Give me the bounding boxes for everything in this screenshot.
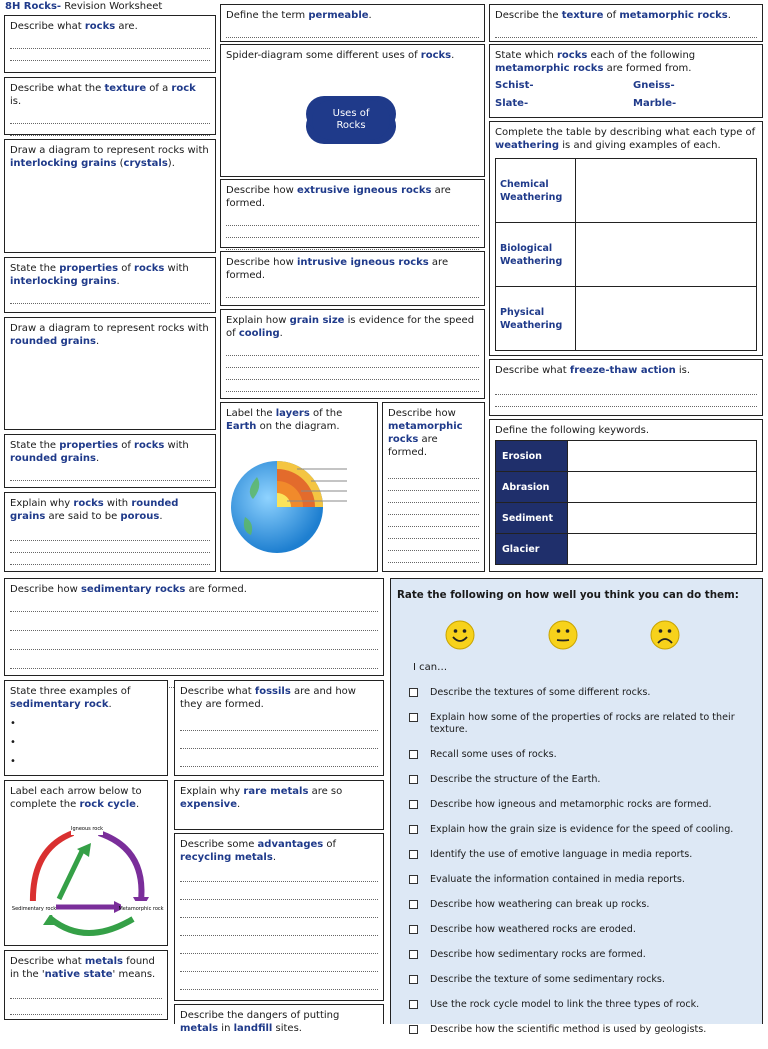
kw-erosion: Erosion: [496, 441, 568, 472]
rating-item[interactable]: Describe how weathered rocks are eroded.: [409, 924, 754, 936]
bullet-3: •: [10, 756, 16, 767]
question-rounded-properties: State the properties of rocks with rounded grains.: [4, 434, 216, 488]
checkbox[interactable]: [409, 1000, 418, 1009]
def-sediment[interactable]: [568, 503, 757, 534]
row-biological: Biological Weathering: [496, 223, 576, 287]
rating-item[interactable]: Describe the textures of some different rocks.: [409, 687, 754, 699]
row-physical: Physical Weathering: [496, 287, 576, 351]
rock-cycle-diagram: [11, 819, 164, 947]
keywords-box: Define the following keywords. Erosion Abrasion Sediment Glacier: [489, 419, 763, 572]
checkbox[interactable]: [409, 800, 418, 809]
question-metamorphic-origins: State which rocks each of the following metamorphic rocks are formed from. Schist- Gneiss- Slate- Marble-: [489, 44, 763, 118]
item-schist: Schist-: [495, 80, 534, 91]
item-marble: Marble-: [633, 98, 677, 109]
rating-item[interactable]: Evaluate the information contained in media reports.: [409, 874, 754, 886]
uses-of-rocks-cloud: Uses of Rocks: [312, 100, 390, 140]
kw-sediment: Sediment: [496, 503, 568, 534]
diagram-interlocking-grains: Draw a diagram to represent rocks with interlocking grains (crystals).: [4, 139, 216, 253]
rating-item[interactable]: Describe the structure of the Earth.: [409, 774, 754, 786]
cell-chemical[interactable]: [576, 159, 757, 223]
question-grain-size: Explain how grain size is evidence for the speed of cooling.: [220, 309, 485, 399]
worksheet-title: 8H Rocks- Revision Worksheet: [5, 1, 163, 12]
earth-layers-diagram: Label the layers of the Earth on the diagram.: [220, 402, 378, 572]
rating-item[interactable]: Describe how weathering can break up rocks.: [409, 899, 754, 911]
question-what-are-rocks: Describe what rocks are.: [4, 15, 216, 73]
rating-item[interactable]: Identify the use of emotive language in media reports.: [409, 849, 754, 861]
question-metamorphic-formed: Describe how metamorphic rocks are formed.: [382, 402, 485, 572]
rock-cycle-box: Label each arrow below to complete the rock cycle. Igneous rock Sedimentary rock Metamorphic rock: [4, 780, 168, 946]
weathering-table-box: Complete the table by describing what each type of weathering is and giving examples of each. Chemical Weathering Biological Weathering Physical Weathering: [489, 121, 763, 356]
spider-diagram-uses: Spider-diagram some different uses of rocks. Uses of Rocks: [220, 44, 485, 177]
question-interlocking-properties: State the properties of rocks with interlocking grains.: [4, 257, 216, 313]
neutral-face-icon: [548, 620, 578, 650]
checkbox[interactable]: [409, 775, 418, 784]
bullet-1: •: [10, 718, 16, 729]
checkbox[interactable]: [409, 850, 418, 859]
question-landfill: Describe the dangers of putting metals in landfill sites.: [174, 1004, 384, 1024]
def-abrasion[interactable]: [568, 472, 757, 503]
question-rock-texture: Describe what the texture of a rock is.: [4, 77, 216, 135]
cell-biological[interactable]: [576, 223, 757, 287]
question-metamorphic-texture: Describe the texture of metamorphic rocks.: [489, 4, 763, 42]
rating-item[interactable]: Use the rock cycle model to link the three types of rock.: [409, 999, 754, 1011]
question-native-state: Describe what metals found in the 'native state' means.: [4, 950, 168, 1020]
row-chemical: Chemical Weathering: [496, 159, 576, 223]
cell-physical[interactable]: [576, 287, 757, 351]
def-glacier[interactable]: [568, 534, 757, 565]
node-igneous: Igneous rock: [71, 826, 103, 832]
checkbox[interactable]: [409, 750, 418, 759]
checkbox[interactable]: [409, 825, 418, 834]
keywords-table: [495, 440, 757, 565]
node-metamorphic: Metamorphic rock: [118, 906, 164, 912]
sad-face-icon: [650, 620, 680, 650]
rating-item[interactable]: Describe how igneous and metamorphic rocks are formed.: [409, 799, 754, 811]
checkbox[interactable]: [409, 950, 418, 959]
happy-face-icon: [445, 620, 475, 650]
diagram-rounded-grains: Draw a diagram to represent rocks with rounded grains.: [4, 317, 216, 430]
question-extrusive: Describe how extrusive igneous rocks are formed.: [220, 179, 485, 248]
i-can-label: I can…: [413, 662, 448, 673]
checkbox[interactable]: [409, 925, 418, 934]
checkbox[interactable]: [409, 975, 418, 984]
bullet-2: •: [10, 737, 16, 748]
checkbox[interactable]: [409, 1025, 418, 1034]
question-sedimentary-formed: Describe how sedimentary rocks are formed.: [4, 578, 384, 676]
question-permeable: Define the term permeable.: [220, 4, 485, 42]
item-slate: Slate-: [495, 98, 529, 109]
def-erosion[interactable]: [568, 441, 757, 472]
rating-item[interactable]: Describe how sedimentary rocks are formed.: [409, 949, 754, 961]
question-freeze-thaw: Describe what freeze-thaw action is.: [489, 359, 763, 416]
kw-abrasion: Abrasion: [496, 472, 568, 503]
rating-heading: Rate the following on how well you think you can do them:: [397, 589, 739, 601]
checkbox[interactable]: [409, 713, 418, 722]
checkbox[interactable]: [409, 875, 418, 884]
kw-glacier: Glacier: [496, 534, 568, 565]
question-sedimentary-examples: State three examples of sedimentary rock. • • •: [4, 680, 168, 776]
rating-item[interactable]: Explain how the grain size is evidence for the speed of cooling.: [409, 824, 754, 836]
checkbox[interactable]: [409, 900, 418, 909]
item-gneiss: Gneiss-: [633, 80, 675, 91]
question-fossils: Describe what fossils are and how they are formed.: [174, 680, 384, 776]
question-porous: Explain why rocks with rounded grains are said to be porous.: [4, 492, 216, 572]
earth-cross-section-icon: [227, 457, 375, 567]
rating-item[interactable]: Recall some uses of rocks.: [409, 749, 754, 761]
question-rare-metals: Explain why rare metals are so expensive.: [174, 780, 384, 830]
question-recycling: Describe some advantages of recycling metals.: [174, 833, 384, 1001]
checkbox[interactable]: [409, 688, 418, 697]
question-intrusive: Describe how intrusive igneous rocks are formed.: [220, 251, 485, 306]
weathering-table: [495, 158, 757, 351]
rating-item[interactable]: Explain how some of the properties of rocks are related to their texture.: [409, 712, 754, 736]
rating-item[interactable]: Describe the texture of some sedimentary rocks.: [409, 974, 754, 986]
node-sedimentary: Sedimentary rock: [11, 906, 57, 912]
rating-item[interactable]: Describe how the scientific method is used by geologists.: [409, 1024, 754, 1036]
